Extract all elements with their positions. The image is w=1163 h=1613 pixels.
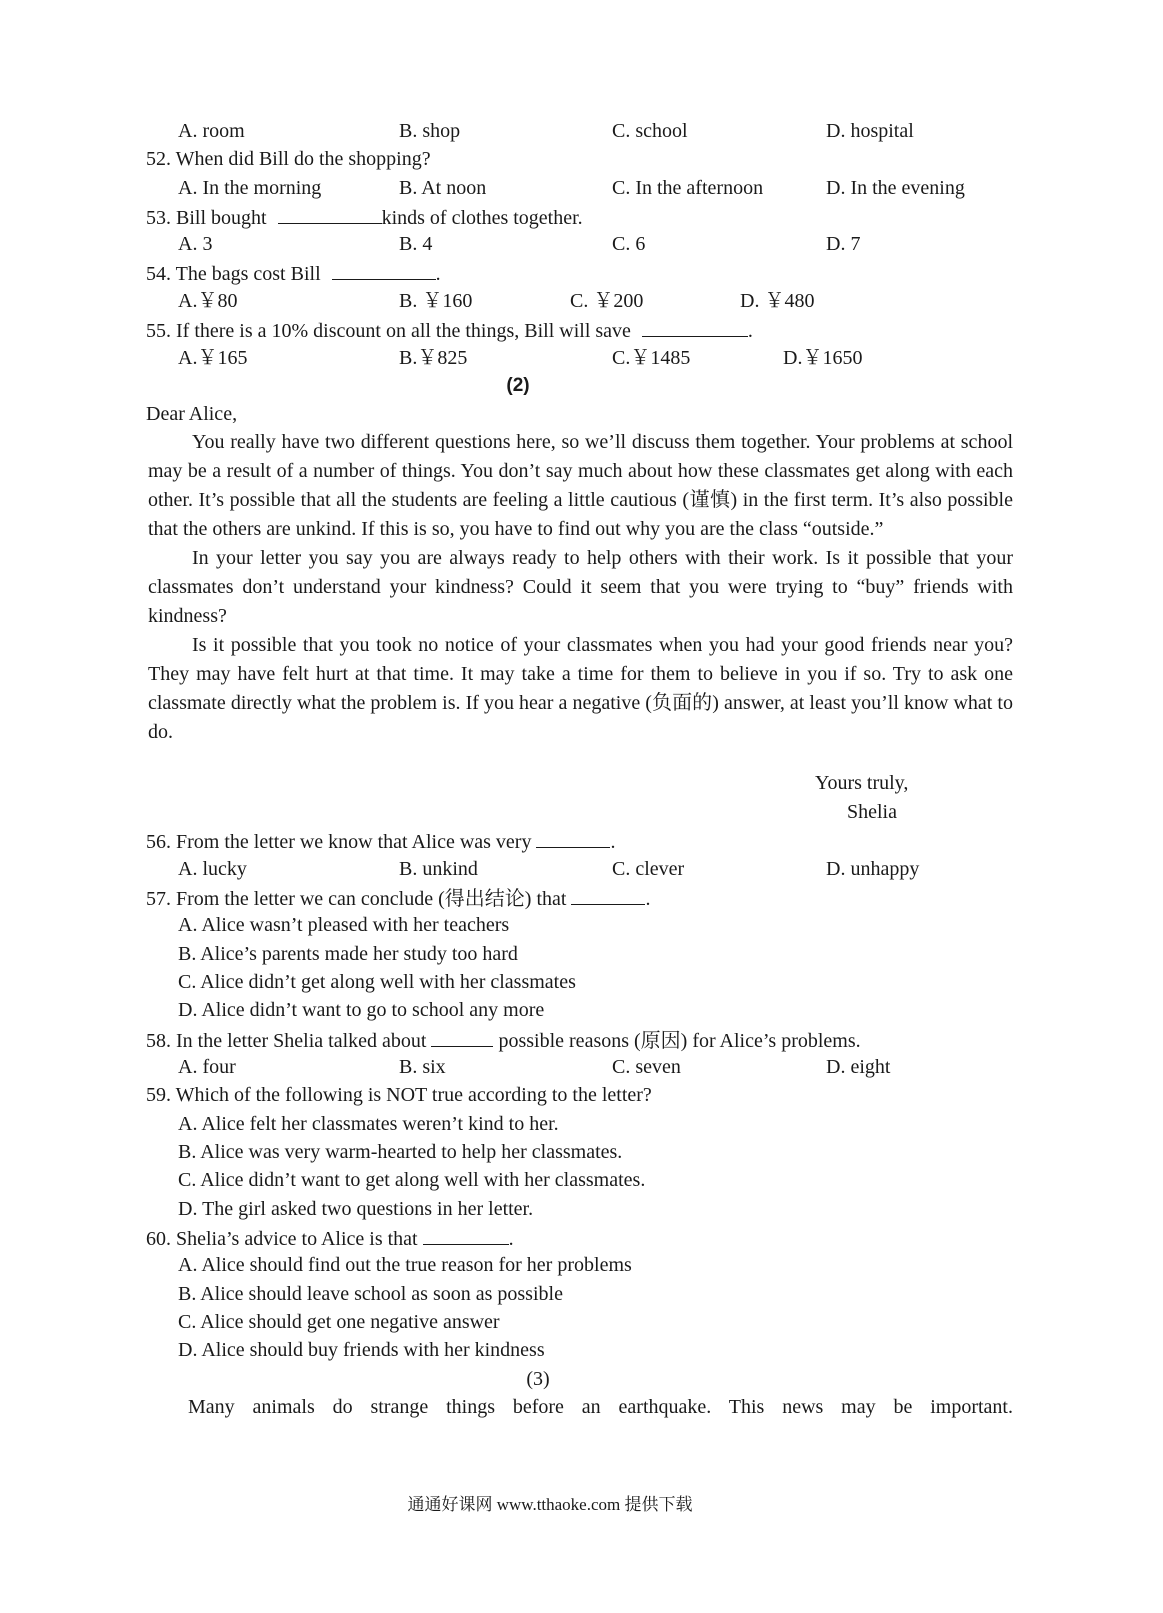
q57-option-b: B. Alice’s parents made her study too hard <box>178 943 518 965</box>
answer-blank <box>571 884 645 905</box>
q53-stem: 53. Bill bought kinds of clothes together. <box>146 203 583 231</box>
page-footer: 通通好课网 www.tthaoke.com 提供下载 <box>407 1495 693 1514</box>
q55-option-b: B.￥825 <box>399 347 468 369</box>
q60-option-c: C. Alice should get one negative answer <box>178 1311 500 1333</box>
q55-option-d: D.￥1650 <box>783 347 863 369</box>
q54-option-b: B. ￥160 <box>399 290 473 312</box>
q57-stem: 57. From the letter we can conclude (得出结论) that . <box>146 884 650 912</box>
q53-option-c: C. 6 <box>612 233 646 255</box>
q55-option-c: C.￥1485 <box>612 347 691 369</box>
q51-option-c: C. school <box>612 120 688 142</box>
q53-option-d: D. 7 <box>826 233 861 255</box>
letter-paragraph-3: Is it possible that you took no notice of your classmates when you had your good friends near you? They may have felt hurt at that time. It may take a time for them to believe in you if so. Try to ask one classmate directly what the problem is. If you hear a negative (负面的) answer, at least you’ll know what to do. <box>148 634 1013 743</box>
letter-closing: Yours truly, <box>815 772 909 794</box>
q52-option-a: A. In the morning <box>178 177 322 199</box>
q59-option-a: A. Alice felt her classmates weren’t kind to her. <box>178 1113 559 1135</box>
q60-stem: 60. Shelia’s advice to Alice is that . <box>146 1224 514 1252</box>
q56-option-a: A. lucky <box>178 858 247 880</box>
section-3-first-line: Many animals do strange things before an earthquake. This news may be important. <box>188 1396 1013 1418</box>
q54-option-d: D. ￥480 <box>740 290 815 312</box>
letter-paragraph-1: You really have two different questions here, so we’ll discuss them together. Your problems at school may be a result of a number of things. You don’t say much about how these classmates get along with each other. It’s possible that all the students are feeling a little cautious (谨慎) in the first term. It’s also possible that the others are unkind. If this is so, you have to find out why you are the class “outside.” <box>148 431 1013 540</box>
q56-option-d: D. unhappy <box>826 858 920 880</box>
q52-option-b: B. At noon <box>399 177 487 199</box>
q55-option-a: A.￥165 <box>178 347 248 369</box>
q55-stem: 55. If there is a 10% discount on all the things, Bill will save . <box>146 316 753 344</box>
answer-blank <box>536 827 610 848</box>
q57-option-c: C. Alice didn’t get along well with her classmates <box>178 971 576 993</box>
section-3-heading: (3) <box>526 1368 550 1390</box>
q59-option-c: C. Alice didn’t want to get along well with her classmates. <box>178 1169 646 1191</box>
q57-option-a: A. Alice wasn’t pleased with her teachers <box>178 914 510 936</box>
q52-option-c: C. In the afternoon <box>612 177 764 199</box>
letter-salutation: Dear Alice, <box>146 403 238 425</box>
q59-option-b: B. Alice was very warm-hearted to help her classmates. <box>178 1141 623 1163</box>
q52-option-d: D. In the evening <box>826 177 965 199</box>
letter-body <box>148 428 1013 747</box>
q58-option-b: B. six <box>399 1056 446 1078</box>
q58-option-c: C. seven <box>612 1056 681 1078</box>
q56-option-b: B. unkind <box>399 858 478 880</box>
q60-option-b: B. Alice should leave school as soon as possible <box>178 1283 563 1305</box>
q59-stem: 59. Which of the following is NOT true according to the letter? <box>146 1084 652 1106</box>
letter-paragraph-2: In your letter you say you are always ready to help others with their work. Is it possible that your classmates don’t understand your kindness? Could it seem that you were trying to “buy” friends with kindness? <box>148 547 1013 627</box>
answer-blank <box>423 1224 509 1245</box>
q53-option-a: A. 3 <box>178 233 213 255</box>
q54-option-a: A.￥80 <box>178 290 238 312</box>
q56-option-c: C. clever <box>612 858 685 880</box>
q52-stem: 52. When did Bill do the shopping? <box>146 148 431 170</box>
answer-blank <box>332 259 436 280</box>
q58-option-d: D. eight <box>826 1056 891 1078</box>
q54-option-c: C. ￥200 <box>570 290 644 312</box>
q51-option-d: D. hospital <box>826 120 914 142</box>
q60-option-d: D. Alice should buy friends with her kindness <box>178 1339 545 1361</box>
q51-option-a: A. room <box>178 120 245 142</box>
answer-blank <box>642 316 748 337</box>
q51-option-b: B. shop <box>399 120 461 142</box>
q59-option-d: D. The girl asked two questions in her letter. <box>178 1198 534 1220</box>
q56-stem: 56. From the letter we know that Alice was very . <box>146 827 615 855</box>
answer-blank <box>278 203 382 224</box>
letter-signature: Shelia <box>847 801 897 823</box>
q54-stem: 54. The bags cost Bill . <box>146 259 441 287</box>
q58-stem: 58. In the letter Shelia talked about possible reasons (原因) for Alice’s problems. <box>146 1026 861 1054</box>
q58-option-a: A. four <box>178 1056 236 1078</box>
section-2-heading: (2) <box>506 375 530 396</box>
q57-option-d: D. Alice didn’t want to go to school any more <box>178 999 545 1021</box>
q53-option-b: B. 4 <box>399 233 433 255</box>
answer-blank <box>431 1026 493 1047</box>
q60-option-a: A. Alice should find out the true reason for her problems <box>178 1254 632 1276</box>
